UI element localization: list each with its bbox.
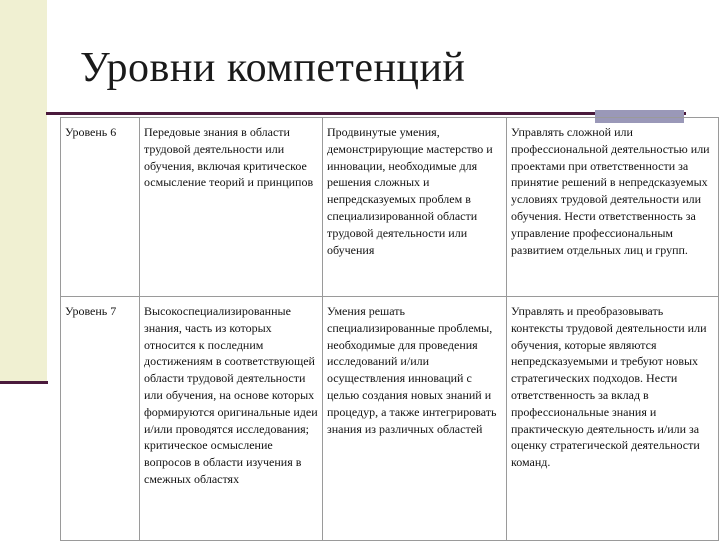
level-cell: Уровень 7 xyxy=(61,297,140,541)
knowledge-cell: Передовые знания в области трудовой деятельности или обучения, включая критическое осмысление теорий и принципов xyxy=(140,118,323,297)
title-underline-rule xyxy=(46,112,686,115)
slide-title: Уровни компетенций xyxy=(80,45,466,91)
level-cell: Уровень 6 xyxy=(61,118,140,297)
competence-cell: Управлять и преобразовывать контексты трудовой деятельности или обучения, которые являются непредсказуемыми и требуют новых стратегических подходов. Нести ответственность за вклад в профессиональные знания и практическую деятельность и/или за оценку стратегической деятельности команд. xyxy=(507,297,719,541)
table-row xyxy=(61,118,719,297)
knowledge-cell: Высокоспециализированные знания, часть из которых относится к последним достижениям в соответствующей области трудовой деятельности или обучения, на основе которых формируются оригинальные идеи и/или проводятся исследования; критическое осмысление вопросов в области изучения в смежных областях xyxy=(140,297,323,541)
skills-cell: Умения решать специализированные проблемы, необходимые для проведения исследований и/или осуществления инноваций с целью создания новых знаний и процедур, а также интегрировать знания из различных областей xyxy=(323,297,507,541)
side-decor-rule xyxy=(0,381,48,384)
side-decor-band xyxy=(0,0,47,383)
competence-levels-table xyxy=(60,117,719,541)
competence-cell: Управлять сложной или профессиональной деятельностью или проектами при ответственности за принятие решений в непредсказуемых условиях трудовой деятельности или обучения. Нести ответственность за управление профессиональным развитием отдельных лиц и групп. xyxy=(507,118,719,297)
table-row xyxy=(61,297,719,541)
skills-cell: Продвинутые умения, демонстрирующие мастерство и инновации, необходимые для решения сложных и непредсказуемых проблем в специализированной области трудовой деятельности или обучения xyxy=(323,118,507,297)
